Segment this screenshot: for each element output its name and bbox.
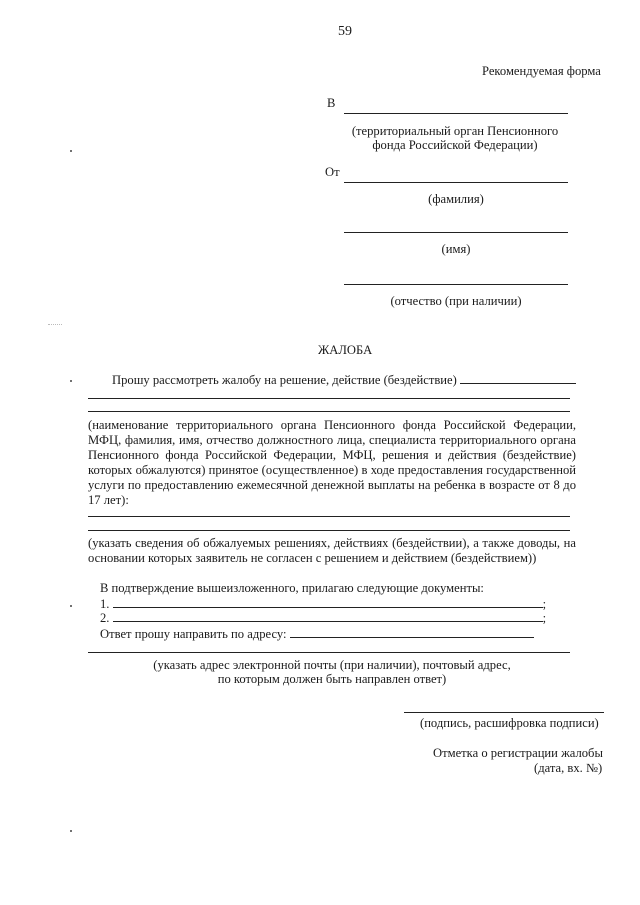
scan-speck xyxy=(70,380,72,382)
document-title: ЖАЛОБА xyxy=(318,343,373,357)
signature-caption: (подпись, расшифровка подписи) xyxy=(420,716,599,730)
address-caption-2: по которым должен быть направлен ответ) xyxy=(217,672,447,686)
patronymic-line[interactable] xyxy=(344,284,568,285)
request-text xyxy=(112,372,576,388)
address-caption-1: (указать адрес электронной почты (при наличии), почтовый адрес, xyxy=(153,658,511,672)
address-line[interactable] xyxy=(88,652,570,653)
grounds-line-2[interactable] xyxy=(88,530,570,531)
attachment-end: ; xyxy=(542,597,547,611)
scan-speck xyxy=(70,605,72,607)
scan-mark xyxy=(48,324,62,325)
reply-address-label: Ответ прошу направить по адресу: xyxy=(100,627,287,641)
from-label: От xyxy=(325,165,340,179)
attachment-blank-2[interactable] xyxy=(113,610,543,622)
surname-caption: (фамилия) xyxy=(428,192,484,206)
signature-line[interactable] xyxy=(404,712,604,713)
attachment-end: ; xyxy=(542,611,547,625)
to-line[interactable] xyxy=(344,113,568,114)
request-text-label: Прошу рассмотреть жалобу на решение, действие (бездействие) xyxy=(112,373,457,387)
attachments-intro: В подтверждение вышеизложенного, прилагаю следующие документы: xyxy=(100,581,484,595)
grounds-line-1[interactable] xyxy=(88,516,570,517)
surname-line[interactable] xyxy=(344,182,568,183)
to-caption-2: фонда Российской Федерации) xyxy=(372,138,538,152)
reply-address-blank[interactable] xyxy=(290,626,534,638)
name-line[interactable] xyxy=(344,232,568,233)
attachment-blank-1[interactable] xyxy=(113,596,543,608)
organ-line-2[interactable] xyxy=(88,411,570,412)
scan-speck xyxy=(70,150,72,152)
organ-caption: (наименование территориального органа Пенсионного фонда Российской Федерации, МФЦ, фамилия, имя, отчество должностного лица, специалиста территориального органа Пенсионного фонда Российской Федерации, МФЦ, решения и действия (бездействие) которых обжалуются) принятое (осуществленное) в ходе предоставления государственной услуги по предоставлению ежемесячной денежной выплаты на ребенка в возрасте от 8 до 17 лет): xyxy=(88,418,576,507)
to-label: В xyxy=(327,96,336,110)
request-blank[interactable] xyxy=(460,372,576,384)
name-caption: (имя) xyxy=(441,242,471,256)
to-caption-1: (территориальный орган Пенсионного xyxy=(351,124,559,138)
scan-speck xyxy=(70,830,72,832)
registration-mark: Отметка о регистрации жалобы xyxy=(433,746,603,760)
grounds-caption: (указать сведения об обжалуемых решениях, действиях (бездействии), а также доводы, на основании которых заявитель не согласен с решением и действием (бездействием)) xyxy=(88,536,576,565)
page-number: 59 xyxy=(338,24,352,39)
organ-line-1[interactable] xyxy=(88,398,570,399)
attachment-item-2 xyxy=(100,610,546,626)
attachment-number: 1. xyxy=(100,597,110,611)
form-label: Рекомендуемая форма xyxy=(482,64,601,78)
patronymic-caption: (отчество (при наличии) xyxy=(390,294,522,308)
registration-date: (дата, вх. №) xyxy=(534,761,603,775)
reply-address xyxy=(100,626,534,642)
attachment-number: 2. xyxy=(100,611,110,625)
